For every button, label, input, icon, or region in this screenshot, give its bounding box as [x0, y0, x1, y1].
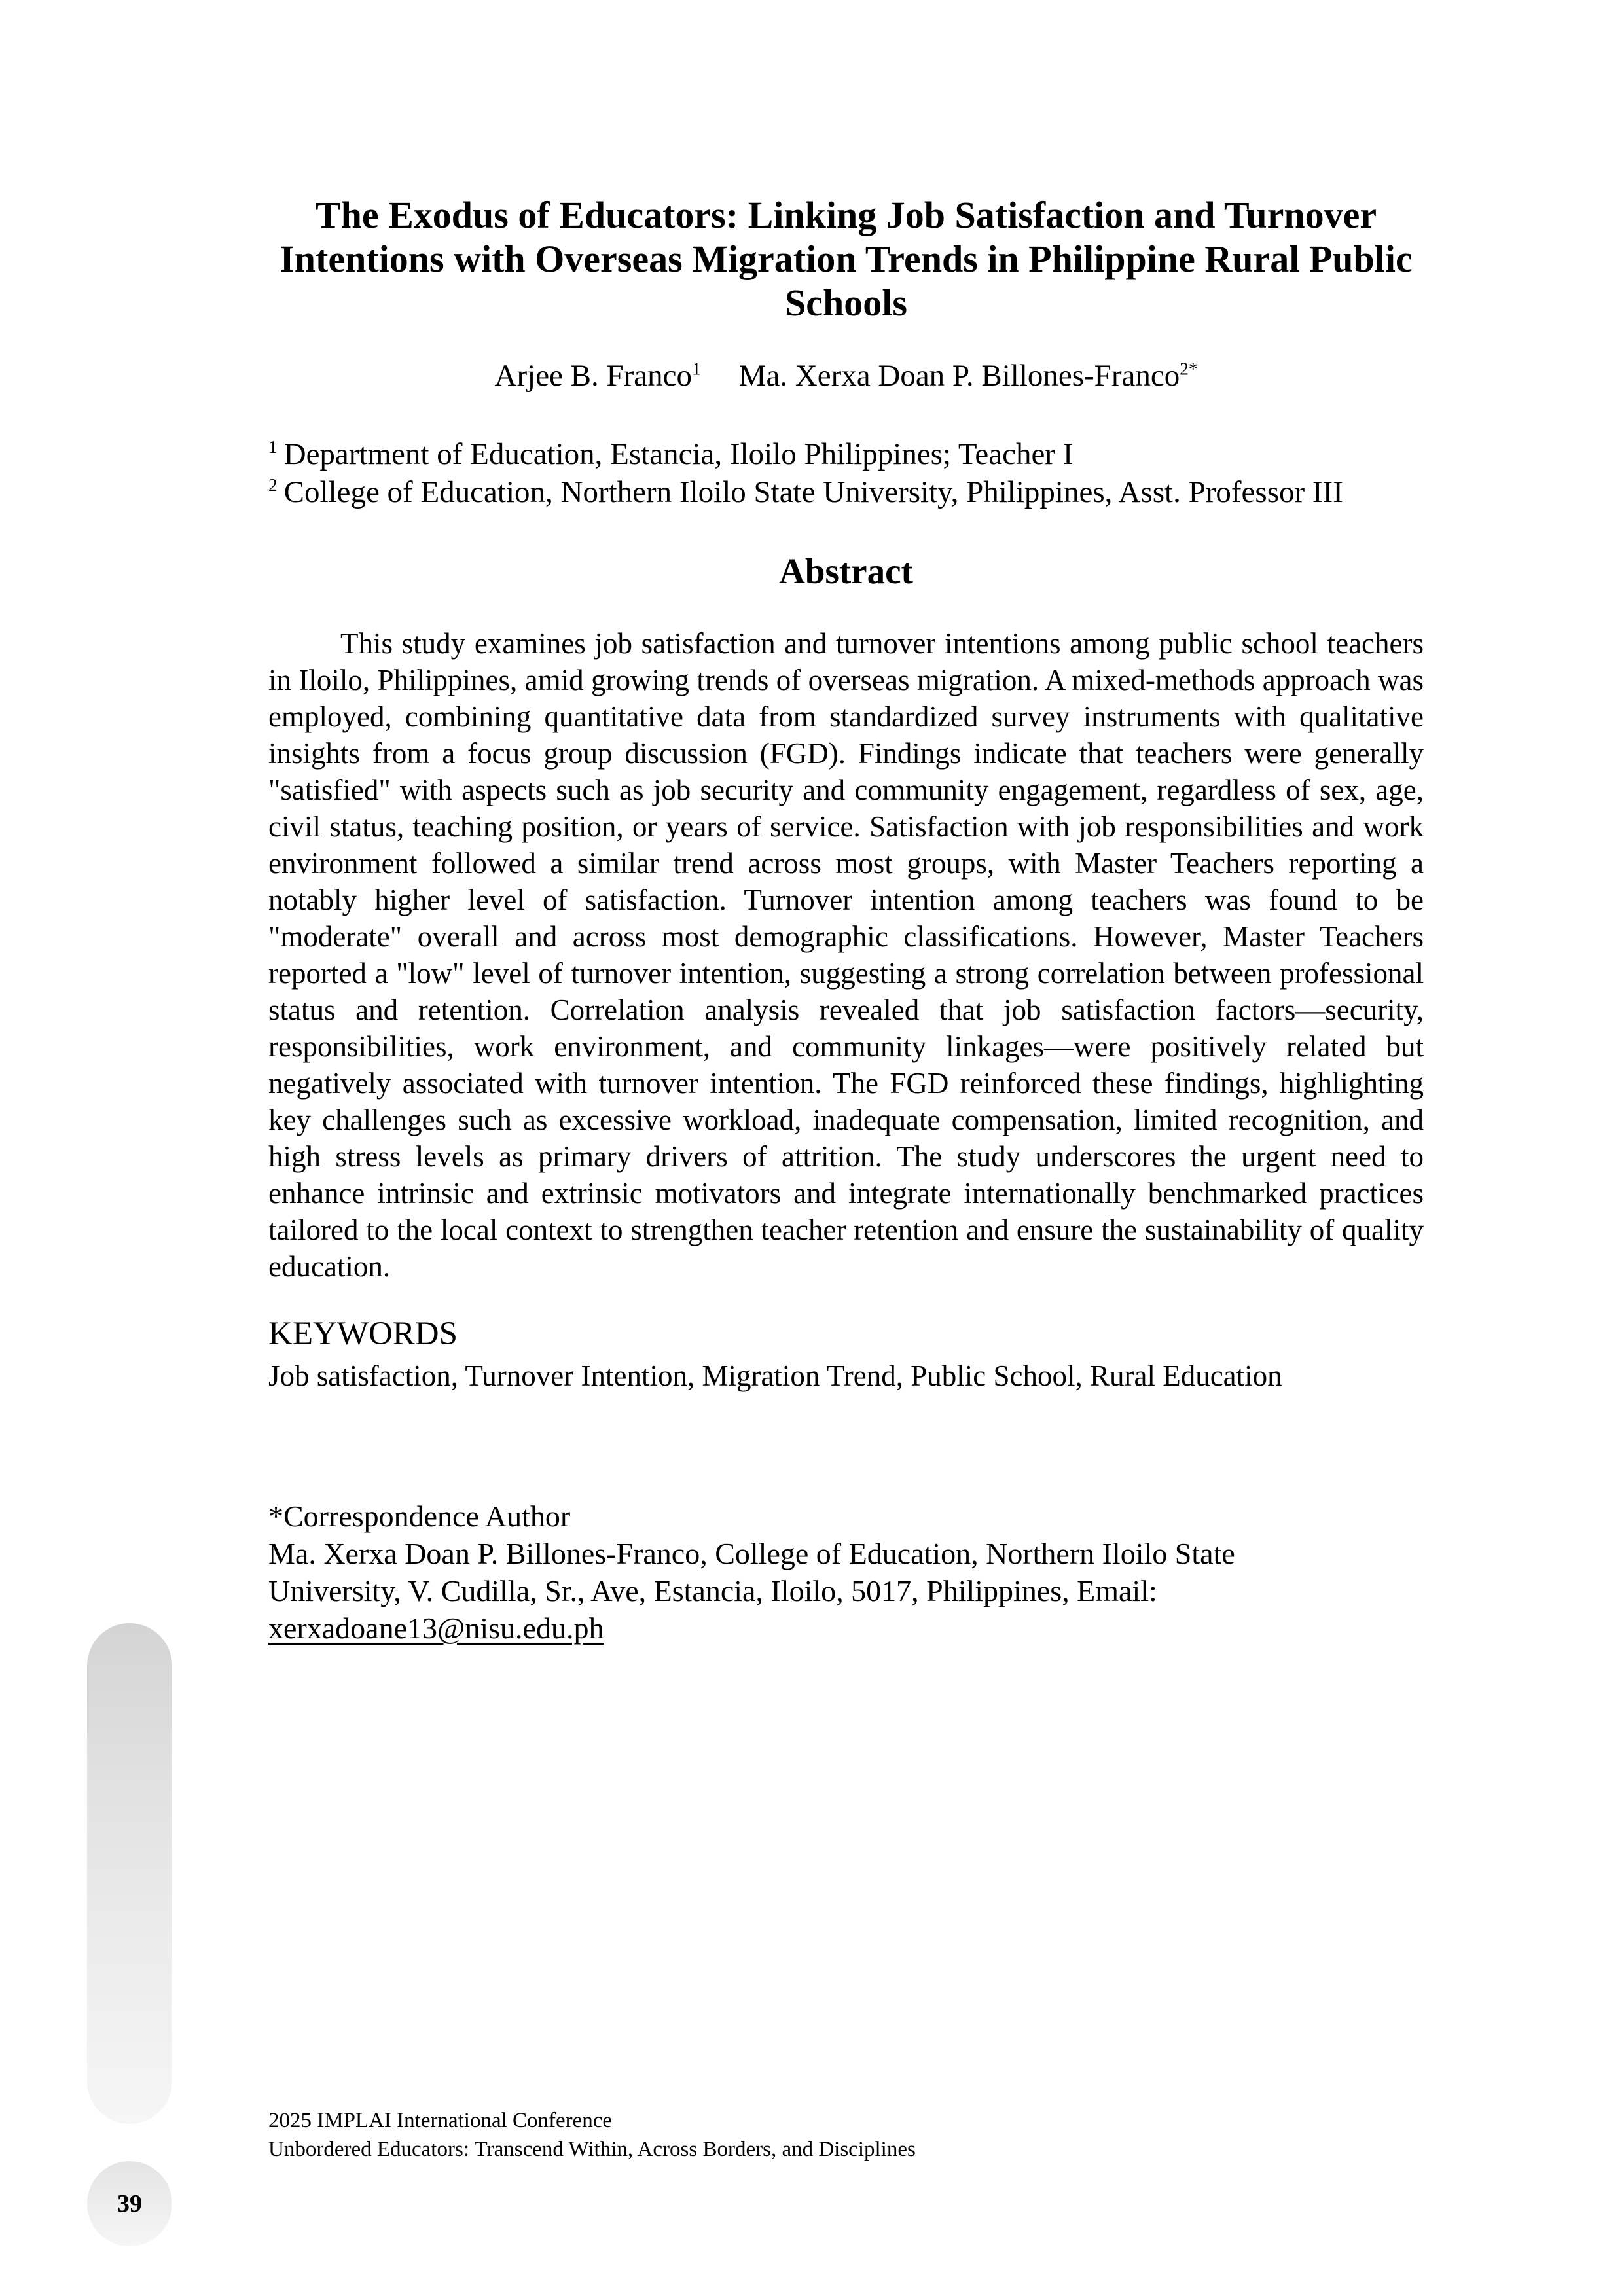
paper-title: The Exodus of Educators: Linking Job Satisfaction and Turnover Intentions with Overseas Migration Trends in Philippine Rural Public Schools	[280, 194, 1413, 324]
footer-conference-line: 2025 IMPLAI International Conference	[268, 2109, 613, 2132]
author	[495, 359, 701, 393]
abstract-text: This study examines job satisfaction and turnover intentions among public school teachers in Iloilo, Philippines, amid growing trends of overseas migration. A mixed-methods approach was employed, combining quantitative data from standardized survey instruments with qualitative insights from a focus group discussion (FGD). Findings indicate that teachers were generally "satisfied" with aspects such as job security and community engagement, regardless of sex, age, civil status, teaching position, or years of service. Satisfaction with job responsibilities and work environment followed a similar trend across most groups, with Master Teachers reporting a notably higher level of satisfaction. Turnover intention among teachers was found to be "moderate" overall and across most demographic classifications. However, Master Teachers reported a "low" level of turnover intention, suggesting a strong correlation between professional status and retention. Correlation analysis revealed that job satisfaction factors—security, responsibilities, work environment, and community linkages—were positively related but negatively associated with turnover intention. The FGD reinforced these findings, highlighting key challenges such as excessive workload, inadequate compensation, limited recognition, and high stress levels as primary drivers of attrition. The study underscores the urgent need to enhance intrinsic and extrinsic motivators and integrate internationally benchmarked practices tailored to the local context to strengthen teacher retention and ensure the sustainability of quality education.	[268, 627, 1424, 1283]
keywords-heading: KEYWORDS	[268, 1316, 458, 1352]
author-affiliation-marker: 2*	[1180, 359, 1198, 379]
correspondence-section	[268, 1498, 1316, 1647]
page-number-badge	[87, 2161, 172, 2246]
keywords-text: Job satisfaction, Turnover Intention, Migration Trend, Public School, Rural Education	[268, 1359, 1282, 1392]
keywords-section	[268, 1314, 1424, 1394]
footer-theme-line: Unbordered Educators: Transcend Within, Across Borders, and Disciplines	[268, 2138, 916, 2161]
author-affiliation-marker: 1	[692, 359, 701, 379]
author-name: Ma. Xerxa Doan P. Billones-Franco	[738, 359, 1180, 393]
author	[739, 359, 1198, 393]
affiliation-item	[268, 473, 1424, 511]
correspondence-label: *Correspondence Author	[268, 1499, 571, 1533]
correspondence-text: Ma. Xerxa Doan P. Billones-Franco, College of Education, Northern Iloilo State University, V. Cudilla, Sr., Ave, Estancia, Iloilo, 5017, Philippines, Email:	[268, 1537, 1235, 1607]
page-footer	[268, 2106, 916, 2164]
correspondence-email-link[interactable]: xerxadoane13@nisu.edu.ph	[268, 1611, 604, 1645]
page-number: 39	[117, 2190, 142, 2217]
correspondence-details	[268, 1535, 1316, 1647]
author-name: Arjee B. Franco	[494, 359, 693, 393]
paper-content-column	[268, 193, 1424, 1647]
affiliation-text: College of Education, Northern Iloilo State University, Philippines, Asst. Professor III	[283, 475, 1343, 509]
affiliation-list	[268, 435, 1424, 511]
decorative-capsule	[87, 1623, 172, 2124]
affiliation-marker: 2	[268, 475, 278, 495]
affiliation-item	[268, 435, 1424, 473]
affiliation-marker: 1	[268, 437, 278, 457]
abstract-heading: Abstract	[779, 551, 913, 591]
affiliation-text: Department of Education, Estancia, Iloilo Philippines; Teacher I	[283, 437, 1074, 471]
authors-line	[268, 357, 1424, 395]
